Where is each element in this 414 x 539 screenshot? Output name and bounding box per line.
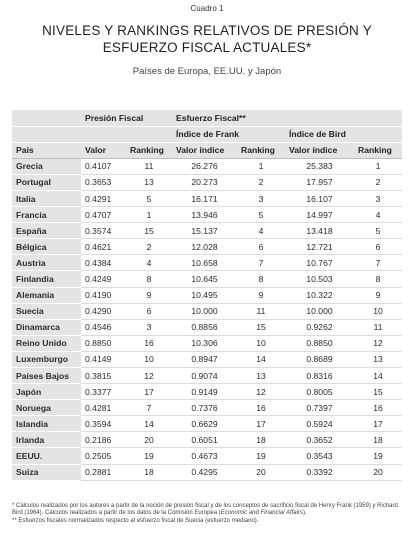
- bird-valor-cell: 25.383: [285, 158, 354, 174]
- country-cell: Austria: [12, 255, 81, 271]
- title-line-1: NIVELES Y RANKINGS RELATIVOS DE PRESIÓN Y: [42, 23, 372, 38]
- frank-valor-cell: 10.306: [172, 335, 237, 351]
- footnote-1-source: Economic and Financial Affairs: [220, 510, 303, 517]
- frank-valor-cell: 0.4673: [172, 448, 237, 464]
- bird-ranking-cell: 2: [354, 174, 402, 190]
- bird-valor-cell: 13.418: [285, 223, 354, 239]
- bird-valor-cell: 12.721: [285, 239, 354, 255]
- frank-ranking-cell: 9: [237, 287, 285, 303]
- footnote-1-end: ).: [302, 510, 307, 517]
- frank-ranking-cell: 13: [237, 368, 285, 384]
- column-header-bird-ranking: Ranking: [354, 142, 402, 158]
- table-row: [12, 432, 402, 448]
- table-caption: Cuadro 1: [190, 4, 224, 13]
- frank-valor-cell: 12.028: [172, 239, 237, 255]
- bird-valor-cell: 0.8316: [285, 368, 354, 384]
- country-cell: Reino Unido: [12, 335, 81, 351]
- bird-ranking-cell: 8: [354, 271, 402, 287]
- presion-ranking-cell: 10: [126, 351, 172, 367]
- presion-ranking-cell: 16: [126, 335, 172, 351]
- presion-valor-cell: 0.8850: [81, 335, 126, 351]
- title-line-2: ESFUERZO FISCAL ACTUALES*: [102, 40, 312, 55]
- frank-valor-cell: 15.137: [172, 223, 237, 239]
- table-header: [12, 110, 402, 158]
- group-esfuerzo-fiscal: Esfuerzo Fiscal**: [172, 110, 402, 126]
- bird-ranking-cell: 7: [354, 255, 402, 271]
- presion-ranking-cell: 12: [126, 368, 172, 384]
- table-body: [12, 158, 402, 480]
- frank-ranking-cell: 6: [237, 239, 285, 255]
- presion-ranking-cell: 11: [126, 158, 172, 174]
- column-header-pais: País: [12, 142, 81, 158]
- country-cell: Países Bajos: [12, 368, 81, 384]
- frank-ranking-cell: 10: [237, 335, 285, 351]
- bird-ranking-cell: 4: [354, 207, 402, 223]
- bird-ranking-cell: 20: [354, 464, 402, 480]
- presion-valor-cell: 0.3815: [81, 368, 126, 384]
- bird-ranking-cell: 3: [354, 190, 402, 206]
- frank-ranking-cell: 5: [237, 207, 285, 223]
- frank-valor-cell: 0.9074: [172, 368, 237, 384]
- column-header-ranking: Ranking: [126, 142, 172, 158]
- frank-ranking-cell: 8: [237, 271, 285, 287]
- frank-valor-cell: 0.8856: [172, 319, 237, 335]
- presion-valor-cell: 0.4107: [81, 158, 126, 174]
- frank-valor-cell: 10.645: [172, 271, 237, 287]
- frank-valor-cell: 0.6629: [172, 416, 237, 432]
- presion-ranking-cell: 18: [126, 464, 172, 480]
- frank-valor-cell: 16.171: [172, 190, 237, 206]
- table-row: [12, 223, 402, 239]
- frank-valor-cell: 0.6051: [172, 432, 237, 448]
- subgroup-bird: Índice de Bird: [285, 126, 402, 142]
- presion-valor-cell: 0.4290: [81, 303, 126, 319]
- frank-valor-cell: 10.495: [172, 287, 237, 303]
- footnotes: [12, 503, 404, 525]
- table-row: [12, 190, 402, 206]
- bird-valor-cell: 16.107: [285, 190, 354, 206]
- bird-ranking-cell: 12: [354, 335, 402, 351]
- country-cell: Dinamarca: [12, 319, 81, 335]
- country-cell: España: [12, 223, 81, 239]
- bird-valor-cell: 0.3652: [285, 432, 354, 448]
- presion-ranking-cell: 14: [126, 416, 172, 432]
- bird-ranking-cell: 11: [354, 319, 402, 335]
- frank-ranking-cell: 17: [237, 416, 285, 432]
- frank-ranking-cell: 11: [237, 303, 285, 319]
- presion-valor-cell: 0.3574: [81, 223, 126, 239]
- bird-valor-cell: 17.957: [285, 174, 354, 190]
- frank-valor-cell: 13.946: [172, 207, 237, 223]
- country-cell: Luxemburgo: [12, 351, 81, 367]
- table-row: [12, 400, 402, 416]
- frank-ranking-cell: 18: [237, 432, 285, 448]
- header-blank: [12, 110, 81, 126]
- footnote-2: ** Esfuerzos fiscales normalizados respecto al esfuerzo fiscal de Suecia (esfuerzo mediano).: [12, 517, 259, 524]
- bird-ranking-cell: 17: [354, 416, 402, 432]
- presion-ranking-cell: 17: [126, 384, 172, 400]
- table-row: [12, 319, 402, 335]
- presion-valor-cell: 0.4249: [81, 271, 126, 287]
- country-cell: Suecia: [12, 303, 81, 319]
- presion-valor-cell: 0.4707: [81, 207, 126, 223]
- bird-ranking-cell: 9: [354, 287, 402, 303]
- frank-ranking-cell: 7: [237, 255, 285, 271]
- group-presion-fiscal: Presión Fiscal: [81, 110, 172, 126]
- presion-ranking-cell: 19: [126, 448, 172, 464]
- bird-ranking-cell: 5: [354, 223, 402, 239]
- bird-valor-cell: 10.322: [285, 287, 354, 303]
- presion-ranking-cell: 2: [126, 239, 172, 255]
- bird-valor-cell: 14.997: [285, 207, 354, 223]
- presion-valor-cell: 0.3594: [81, 416, 126, 432]
- fiscal-table: [12, 110, 402, 481]
- bird-valor-cell: 0.5924: [285, 416, 354, 432]
- country-cell: Islandia: [12, 416, 81, 432]
- presion-valor-cell: 0.4384: [81, 255, 126, 271]
- subtitle: Países de Europa, EE.UU. y Japón: [132, 66, 282, 77]
- subgroup-frank: Índice de Frank: [172, 126, 285, 142]
- presion-valor-cell: 0.4621: [81, 239, 126, 255]
- country-cell: Suiza: [12, 464, 81, 480]
- presion-ranking-cell: 7: [126, 400, 172, 416]
- frank-ranking-cell: 1: [237, 158, 285, 174]
- frank-valor-cell: 20.273: [172, 174, 237, 190]
- column-header-bird-valor: Valor índice: [285, 142, 354, 158]
- bird-valor-cell: 10.503: [285, 271, 354, 287]
- bird-ranking-cell: 10: [354, 303, 402, 319]
- country-cell: Irlanda: [12, 432, 81, 448]
- country-cell: Bélgica: [12, 239, 81, 255]
- presion-valor-cell: 0.4190: [81, 287, 126, 303]
- frank-valor-cell: 0.7376: [172, 400, 237, 416]
- country-cell: EEUU.: [12, 448, 81, 464]
- bird-ranking-cell: 6: [354, 239, 402, 255]
- footnote-1-text: * Cálculos realizados por los autores a partir de la noción de presión fiscal y de los conceptos de sacrificio fiscal de Henry Frank (1959) y Richard Bird (1964). Cálculos realizados a partir de los datos de la Comisión Europea (: [12, 503, 398, 517]
- header-blank: [81, 126, 172, 142]
- table-row: [12, 239, 402, 255]
- frank-ranking-cell: 14: [237, 351, 285, 367]
- frank-valor-cell: 0.8947: [172, 351, 237, 367]
- bird-ranking-cell: 16: [354, 400, 402, 416]
- table-row: [12, 416, 402, 432]
- presion-ranking-cell: 15: [126, 223, 172, 239]
- bird-ranking-cell: 18: [354, 432, 402, 448]
- table-row: [12, 271, 402, 287]
- presion-valor-cell: 0.4546: [81, 319, 126, 335]
- frank-valor-cell: 0.4295: [172, 464, 237, 480]
- frank-ranking-cell: 16: [237, 400, 285, 416]
- column-header-frank-ranking: Ranking: [237, 142, 285, 158]
- country-cell: Alemania: [12, 287, 81, 303]
- bird-valor-cell: 0.9262: [285, 319, 354, 335]
- frank-ranking-cell: 4: [237, 223, 285, 239]
- frank-ranking-cell: 20: [237, 464, 285, 480]
- bird-valor-cell: 0.8850: [285, 335, 354, 351]
- presion-ranking-cell: 6: [126, 303, 172, 319]
- bird-ranking-cell: 15: [354, 384, 402, 400]
- country-cell: Noruega: [12, 400, 81, 416]
- presion-valor-cell: 0.4281: [81, 400, 126, 416]
- frank-ranking-cell: 2: [237, 174, 285, 190]
- presion-ranking-cell: 13: [126, 174, 172, 190]
- table-row: [12, 368, 402, 384]
- bird-valor-cell: 10.000: [285, 303, 354, 319]
- table-row: [12, 384, 402, 400]
- bird-valor-cell: 0.3543: [285, 448, 354, 464]
- table-row: [12, 448, 402, 464]
- footnote-1: [12, 503, 404, 518]
- frank-ranking-cell: 3: [237, 190, 285, 206]
- presion-ranking-cell: 1: [126, 207, 172, 223]
- column-header-valor: Valor: [81, 142, 126, 158]
- frank-ranking-cell: 19: [237, 448, 285, 464]
- presion-ranking-cell: 8: [126, 271, 172, 287]
- table-row: [12, 303, 402, 319]
- country-cell: Grecia: [12, 158, 81, 174]
- header-blank: [12, 126, 81, 142]
- table-row: [12, 351, 402, 367]
- presion-valor-cell: 0.2505: [81, 448, 126, 464]
- bird-ranking-cell: 13: [354, 351, 402, 367]
- frank-valor-cell: 10.658: [172, 255, 237, 271]
- frank-valor-cell: 0.9149: [172, 384, 237, 400]
- country-cell: Japón: [12, 384, 81, 400]
- table-row: [12, 158, 402, 174]
- frank-ranking-cell: 15: [237, 319, 285, 335]
- presion-ranking-cell: 5: [126, 190, 172, 206]
- country-cell: Finlandia: [12, 271, 81, 287]
- presion-ranking-cell: 4: [126, 255, 172, 271]
- bird-valor-cell: 0.8005: [285, 384, 354, 400]
- presion-valor-cell: 0.3377: [81, 384, 126, 400]
- table-row: [12, 335, 402, 351]
- presion-ranking-cell: 9: [126, 287, 172, 303]
- presion-ranking-cell: 20: [126, 432, 172, 448]
- table-row: [12, 174, 402, 190]
- column-header-frank-valor: Valor índice: [172, 142, 237, 158]
- country-cell: Francia: [12, 207, 81, 223]
- frank-valor-cell: 10.000: [172, 303, 237, 319]
- presion-valor-cell: 0.2881: [81, 464, 126, 480]
- presion-ranking-cell: 3: [126, 319, 172, 335]
- bird-ranking-cell: 19: [354, 448, 402, 464]
- frank-valor-cell: 26.276: [172, 158, 237, 174]
- presion-valor-cell: 0.2186: [81, 432, 126, 448]
- bird-ranking-cell: 14: [354, 368, 402, 384]
- presion-valor-cell: 0.4149: [81, 351, 126, 367]
- table-row: [12, 255, 402, 271]
- bird-valor-cell: 0.8689: [285, 351, 354, 367]
- presion-valor-cell: 0.3653: [81, 174, 126, 190]
- bird-valor-cell: 0.3392: [285, 464, 354, 480]
- presion-valor-cell: 0.4291: [81, 190, 126, 206]
- bird-ranking-cell: 1: [354, 158, 402, 174]
- frank-ranking-cell: 12: [237, 384, 285, 400]
- bird-valor-cell: 0.7397: [285, 400, 354, 416]
- country-cell: Portugal: [12, 174, 81, 190]
- table-row: [12, 464, 402, 480]
- page-title: [0, 22, 414, 56]
- table-row: [12, 207, 402, 223]
- country-cell: Italia: [12, 190, 81, 206]
- bird-valor-cell: 10.767: [285, 255, 354, 271]
- table-row: [12, 287, 402, 303]
